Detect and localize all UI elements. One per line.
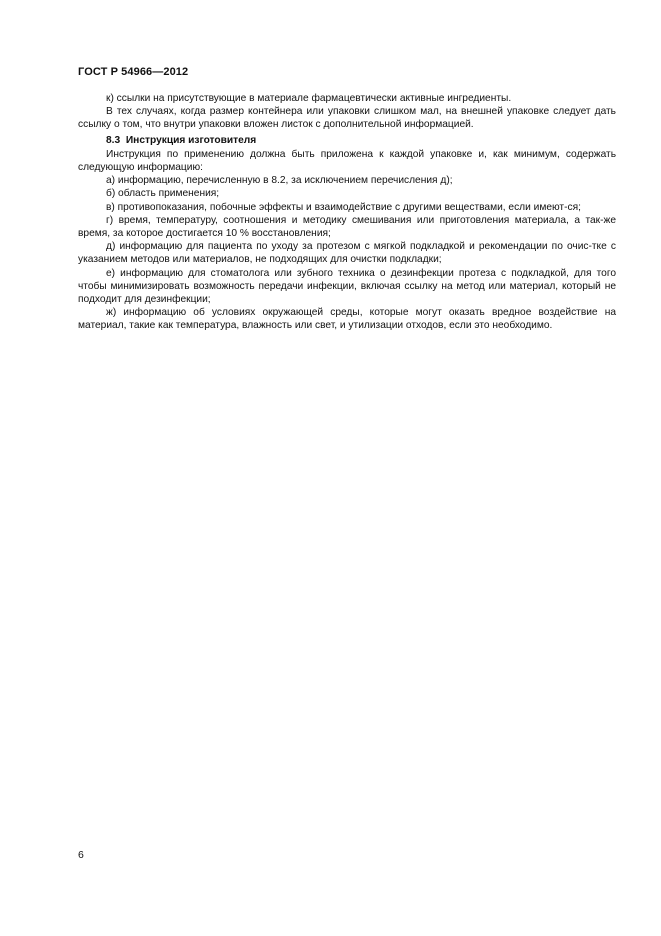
list-item-e: е) информацию для стоматолога или зубного техника о дезинфекции протеза с подкладкой, для того чтобы минимизировать возможность передачи инфекции, включая ссылку на метод или материал, который не подходит для дезинфекции;	[78, 267, 616, 306]
page-number: 6	[78, 849, 84, 861]
paragraph-small-package: В тех случаях, когда размер контейнера или упаковки слишком мал, на внешней упаковке следует дать ссылку о том, что внутри упаковки вложен листок с дополнительной информацией.	[78, 106, 616, 131]
section-heading	[78, 134, 616, 147]
document-body	[78, 92, 616, 333]
list-item-zh: ж) информацию об условиях окружающей среды, которые могут оказать вредное воздействие на материал, такие как температура, влажность или свет, и утилизации отходов, если это необходимо.	[78, 307, 616, 332]
paragraph-intro: Инструкция по применению должна быть приложена к каждой упаковке и, как минимум, содержать следующую информацию:	[78, 148, 616, 174]
list-item-d: д) информацию для пациента по уходу за протезом с мягкой подкладкой и рекомендации по очис-тке с указанием методов или материалов, не подходящих для очистки подкладки;	[78, 241, 616, 266]
section-title: Инструкция изготовителя	[125, 134, 257, 146]
section-number: 8.3	[106, 134, 121, 146]
list-item-b: б) область применения;	[106, 188, 220, 200]
list-item-g: г) время, температуру, соотношения и методику смешивания или приготовления материала, а так-же время, за которое достигается 10 % восстановления;	[78, 214, 616, 240]
list-item-k: к) ссылки на присутствующие в материале фармацевтически активные ингредиенты.	[106, 93, 512, 104]
list-item-v: в) противопоказания, побочные эффекты и взаимодействие с другими веществами, если имеют-ся;	[106, 201, 581, 213]
list-item-a: а) информацию, перечисленную в 8.2, за исключением перечисления д);	[106, 175, 453, 187]
standard-header: ГОСТ Р 54966—2012	[78, 66, 189, 78]
